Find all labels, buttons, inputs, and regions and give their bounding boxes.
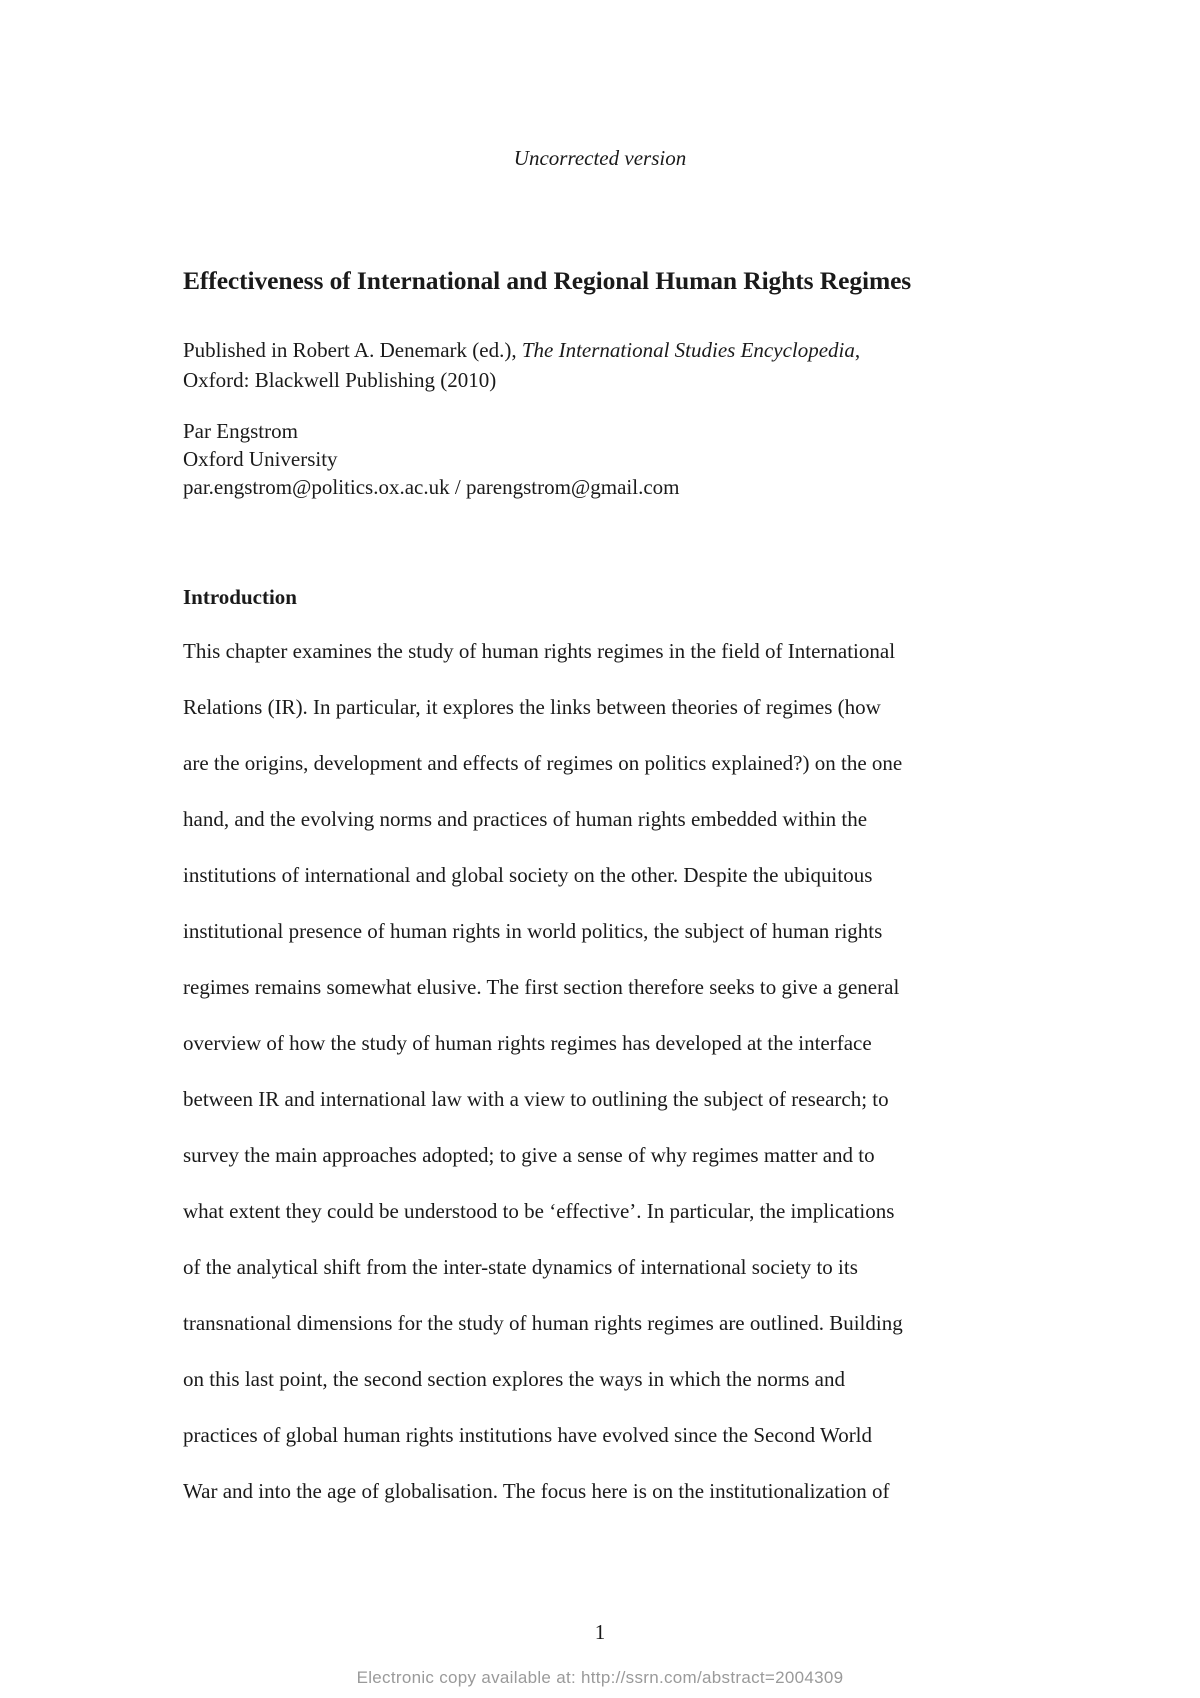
body-line: what extent they could be understood to be ‘effective’. In particular, the implications xyxy=(183,1199,895,1223)
author-name: Par Engstrom xyxy=(183,419,298,443)
body-line: This chapter examines the study of human rights regimes in the field of International xyxy=(183,639,896,663)
body-line: survey the main approaches adopted; to give a sense of why regimes matter and to xyxy=(183,1143,875,1167)
author-email: par.engstrom@politics.ox.ac.uk / parengstrom@gmail.com xyxy=(183,475,680,499)
body-line: transnational dimensions for the study of human rights regimes are outlined. Building xyxy=(183,1311,903,1335)
ssrn-footer-note: Electronic copy available at: http://ssrn.com/abstract=2004309 xyxy=(356,1668,844,1687)
body-line: on this last point, the second section explores the ways in which the norms and xyxy=(183,1367,845,1391)
publication-line-1 xyxy=(183,335,1083,365)
body-line: institutional presence of human rights in world politics, the subject of human rights xyxy=(183,919,883,943)
body-line: overview of how the study of human rights regimes has developed at the interface xyxy=(183,1031,872,1055)
publication-info xyxy=(183,335,1083,395)
page-number: 1 xyxy=(594,1620,606,1644)
publication-book-title: The International Studies Encyclopedia xyxy=(521,338,855,362)
publication-line-2: Oxford: Blackwell Publishing (2010) xyxy=(183,368,497,392)
document-title: Effectiveness of International and Regional Human Rights Regimes xyxy=(183,266,912,295)
author-block xyxy=(183,417,1083,501)
body-paragraph xyxy=(183,636,1033,1532)
body-line: Relations (IR). In particular, it explores the links between theories of regimes (how xyxy=(183,695,881,719)
section-heading: Introduction xyxy=(183,585,297,609)
publication-prefix: Published in Robert A. Denemark (ed.), xyxy=(183,338,522,362)
body-line: War and into the age of globalisation. The focus here is on the institutionalization of xyxy=(183,1479,890,1503)
body-line: practices of global human rights institutions have evolved since the Second World xyxy=(183,1423,873,1447)
author-affiliation: Oxford University xyxy=(183,447,338,471)
body-line: hand, and the evolving norms and practices of human rights embedded within the xyxy=(183,807,868,831)
body-line: institutions of international and global society on the other. Despite the ubiquitous xyxy=(183,863,873,887)
body-line: are the origins, development and effects of regimes on politics explained?) on the one xyxy=(183,751,903,775)
publication-suffix: , xyxy=(854,338,861,362)
body-line: between IR and international law with a view to outlining the subject of research; to xyxy=(183,1087,889,1111)
body-line: of the analytical shift from the inter-state dynamics of international society to its xyxy=(183,1255,858,1279)
body-line: regimes remains somewhat elusive. The first section therefore seeks to give a general xyxy=(183,975,900,999)
version-note: Uncorrected version xyxy=(513,146,687,170)
